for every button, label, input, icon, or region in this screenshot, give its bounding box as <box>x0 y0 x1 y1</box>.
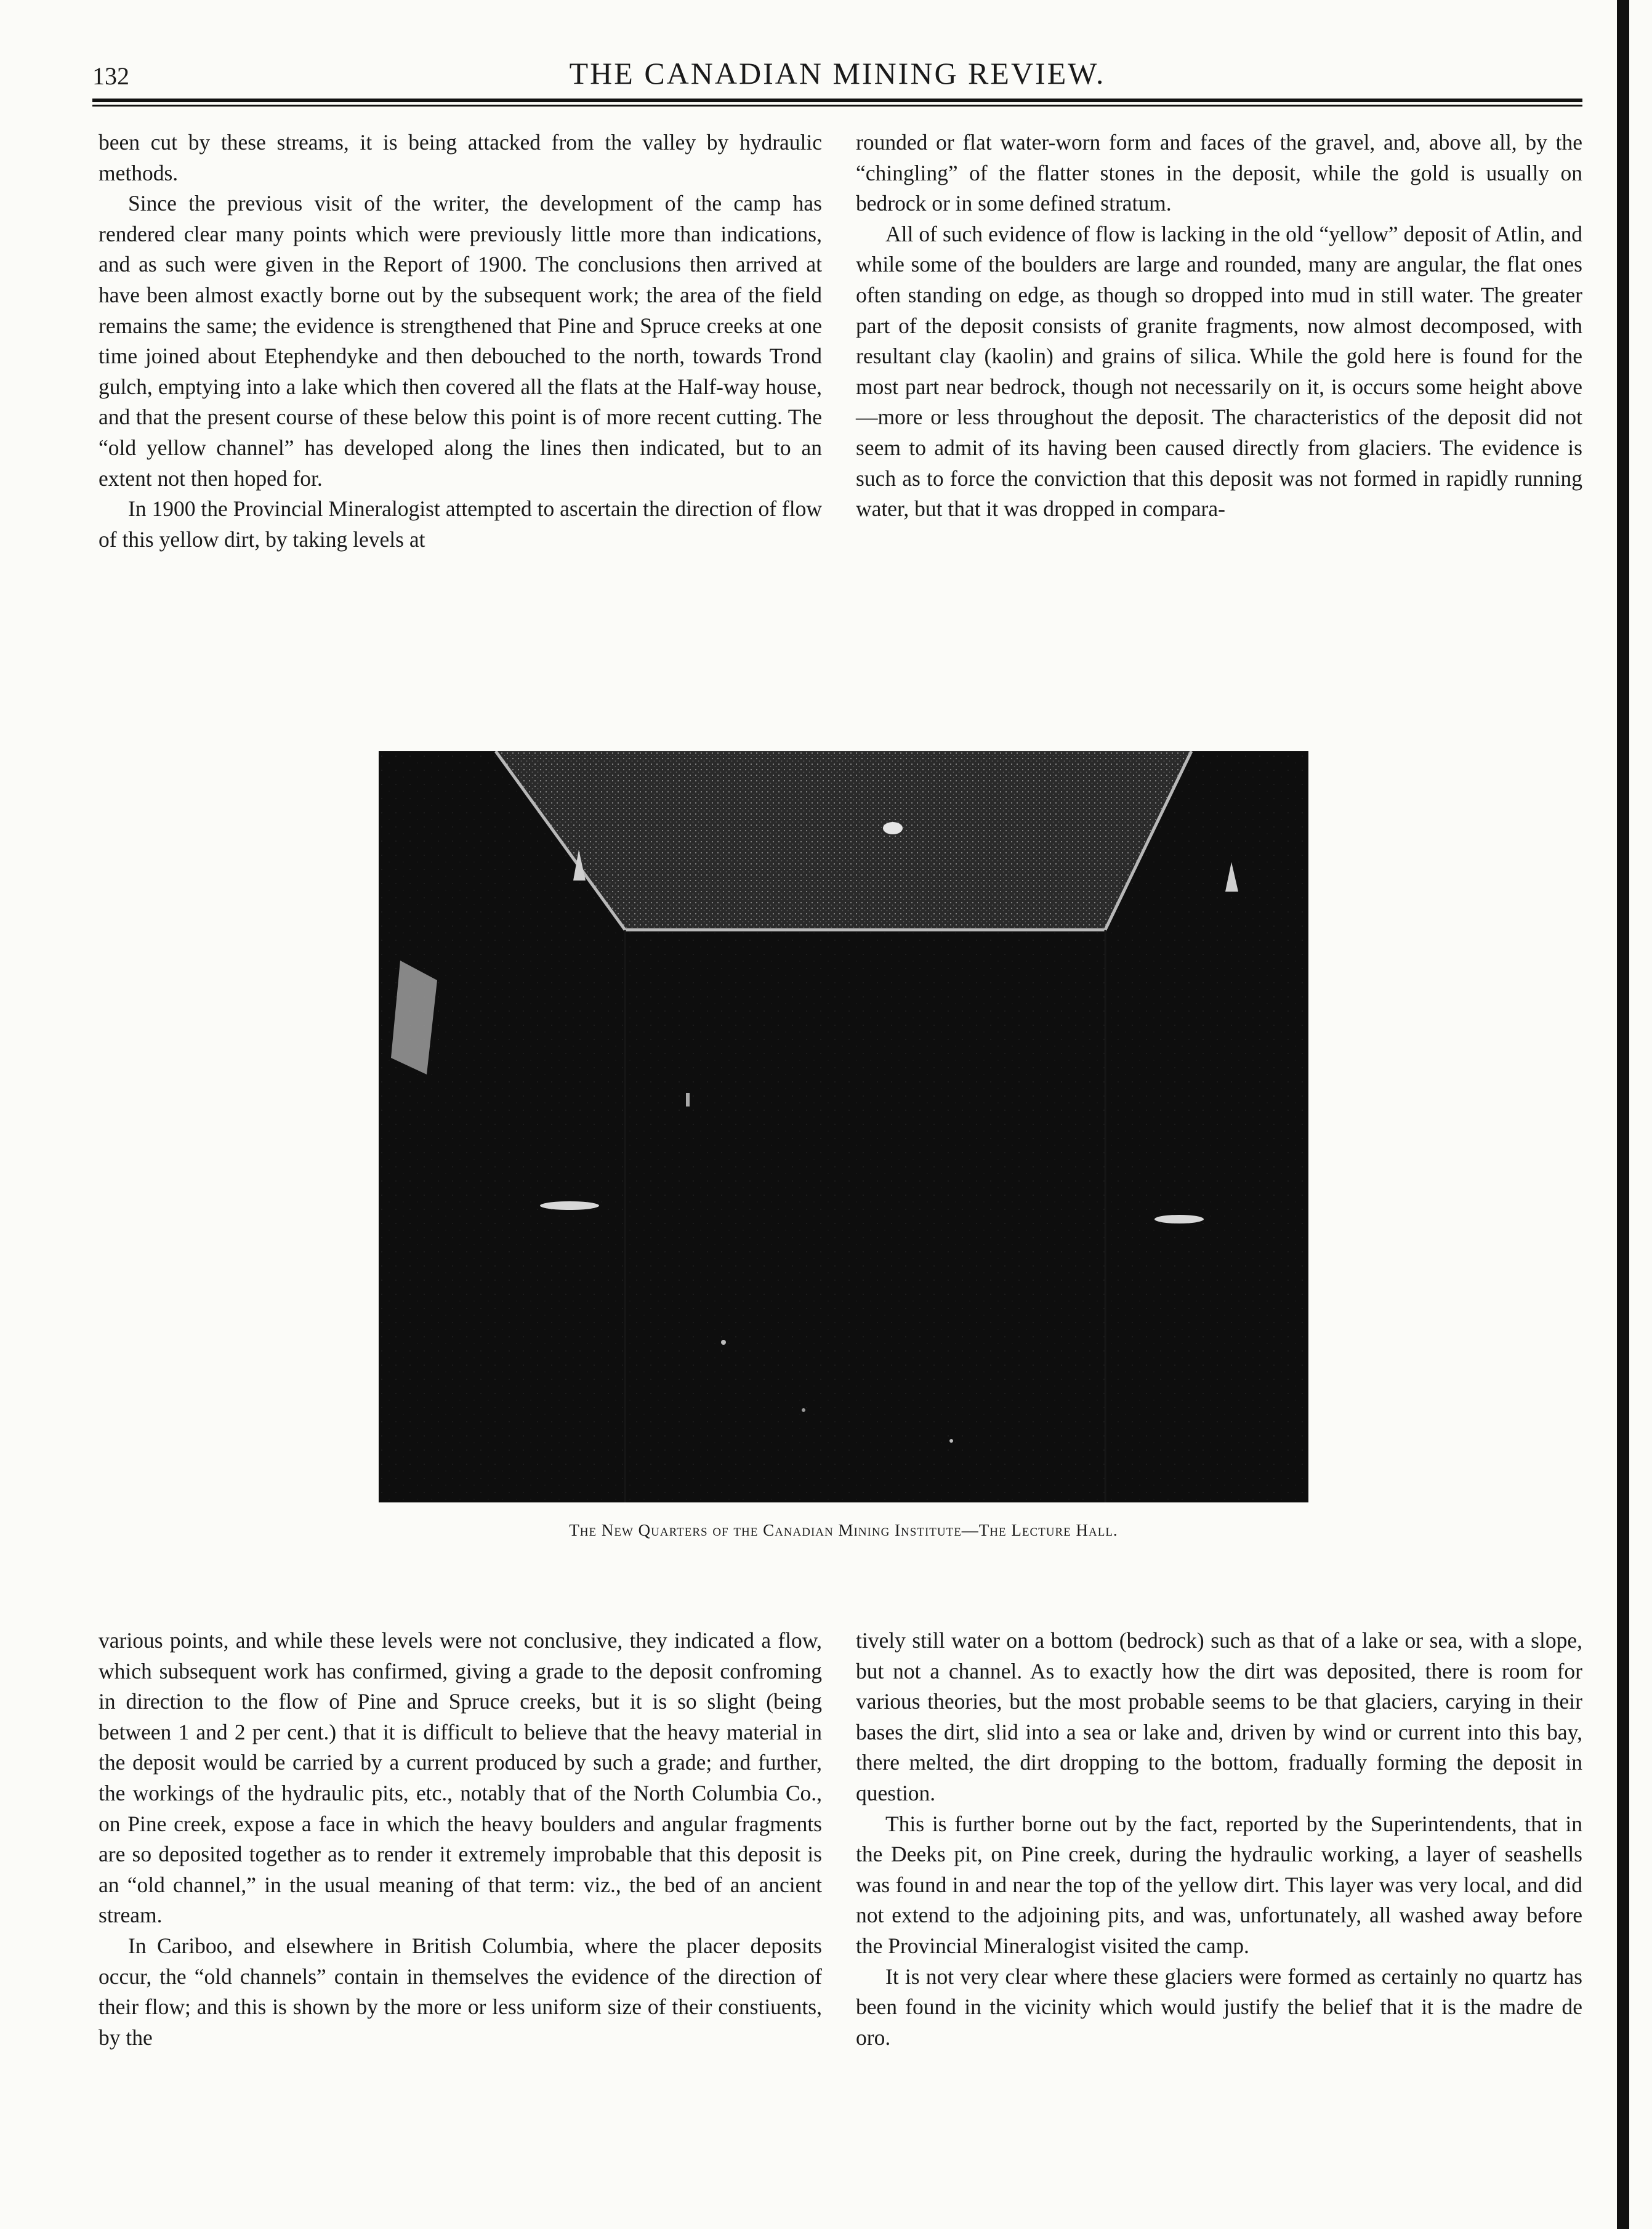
paragraph: been cut by these streams, it is being attacked from the valley by hydraulic methods. <box>99 130 822 185</box>
paragraph: rounded or flat water-worn form and faces of the gravel, and, above all, by the “chingling” of the flatter stones in the deposit, while the gold is usually on bedrock or in some defined stratum. <box>856 130 1582 216</box>
column-top-right <box>856 127 1582 525</box>
header-rule <box>92 99 1582 107</box>
column-bottom-left <box>99 1626 822 2053</box>
figure-caption: The New Quarters of the Canadian Mining Institute—The Lecture Hall. <box>569 1521 1118 1539</box>
paragraph: various points, and while these levels were not conclusive, they indicated a flow, which subsequent work has confirmed, giving a grade to the deposit confroming in direction to the flow of Pine and Spruce creeks, but it is so slight (being between 1 and 2 per cent.) that it is difficult to believe that the heavy material in the deposit would be carried by a current produced by such a grade; and further, the workings of the hydraulic pits, etc., notably that of the North Columbia Co., on Pine creek, expose a face in which the heavy boulders and angular fragments are so deposited together as to render it extremely improbable that this deposit is an “old channel,” in the usual meaning of that term: viz., the bed of an ancient stream. <box>99 1628 822 1928</box>
paragraph: It is not very clear where these glaciers were formed as certainly no quartz has been found in the vicinity which would justify the belief that it is the madre de oro. <box>856 1964 1582 2050</box>
paragraph: All of such evidence of flow is lacking in the old “yellow” deposit of Atlin, and while some of the boulders are large and rounded, many are angular, the flat ones often standing on edge, as though so dropped into mud in still water. The greater part of the deposit consists of granite fragments, now almost decomposed, with resultant clay (kaolin) and grains of silica. While the gold here is found for the most part near bedrock, though not necessarily on it, is occurs some height above—more or less throughout the deposit. The characteristics of the deposit did not seem to admit of its having been caused directly from glaciers. The evidence is such as to force the conviction that this deposit was not formed in rapidly running water, but that it was dropped in compara- <box>856 221 1582 522</box>
paragraph: In Cariboo, and elsewhere in British Columbia, where the placer deposits occur, the “old channels” contain in themselves the evidence of the direction of their flow; and this is shown by the more or less uniform size of their constiuents, by the <box>99 1933 822 2050</box>
paragraph: In 1900 the Provincial Mineralogist attempted to ascertain the direction of flow of this yellow dirt, by taking levels at <box>99 496 822 552</box>
paragraph: tively still water on a bottom (bedrock) such as that of a lake or sea, with a slope, but not a channel. As to exactly how the dirt was deposited, there is room for various theories, but the most probable seems to be that glaciers, carying in their bases the dirt, slid into a sea or lake and, driven by wind or current into this bay, there melted, the dirt dropping to the bottom, fradually forming the deposit in question. <box>856 1628 1582 1805</box>
running-title: THE CANADIAN MINING REVIEW. <box>569 56 1106 91</box>
lecture-hall-photo <box>379 751 1308 1502</box>
page-edge-bar <box>1617 0 1629 2229</box>
column-top-left <box>99 127 822 555</box>
page-number: 132 <box>92 62 129 90</box>
paragraph: Since the previous visit of the writer, the development of the camp has rendered clear many points which were previously little more than indications, and as such were given in the Report of 1900. The conclusions then arrived at have been almost exactly borne out by the subsequent work; the area of the field remains the same; the evidence is strengthened that Pine and Spruce creeks at one time joined about Etephendyke and then debouched to the north, towards Trond gulch, emptying into a lake which then covered all the flats at the Half-way house, and that the present course of these below this point is of more recent cutting. The “old yellow channel” has developed along the lines then indicated, but to an extent not then hoped for. <box>99 191 822 491</box>
paragraph: This is further borne out by the fact, reported by the Superintendents, that in the Deeks pit, on Pine creek, during the hydraulic working, a layer of seashells was found in and near the top of the yellow dirt. This layer was very local, and did not extend to the adjoining pits, and was, unfortunately, all washed away before the Provincial Mineralogist visited the camp. <box>856 1811 1582 1958</box>
column-bottom-right <box>856 1626 1582 2053</box>
page-header <box>92 48 1582 103</box>
photo-image <box>379 751 1308 1502</box>
